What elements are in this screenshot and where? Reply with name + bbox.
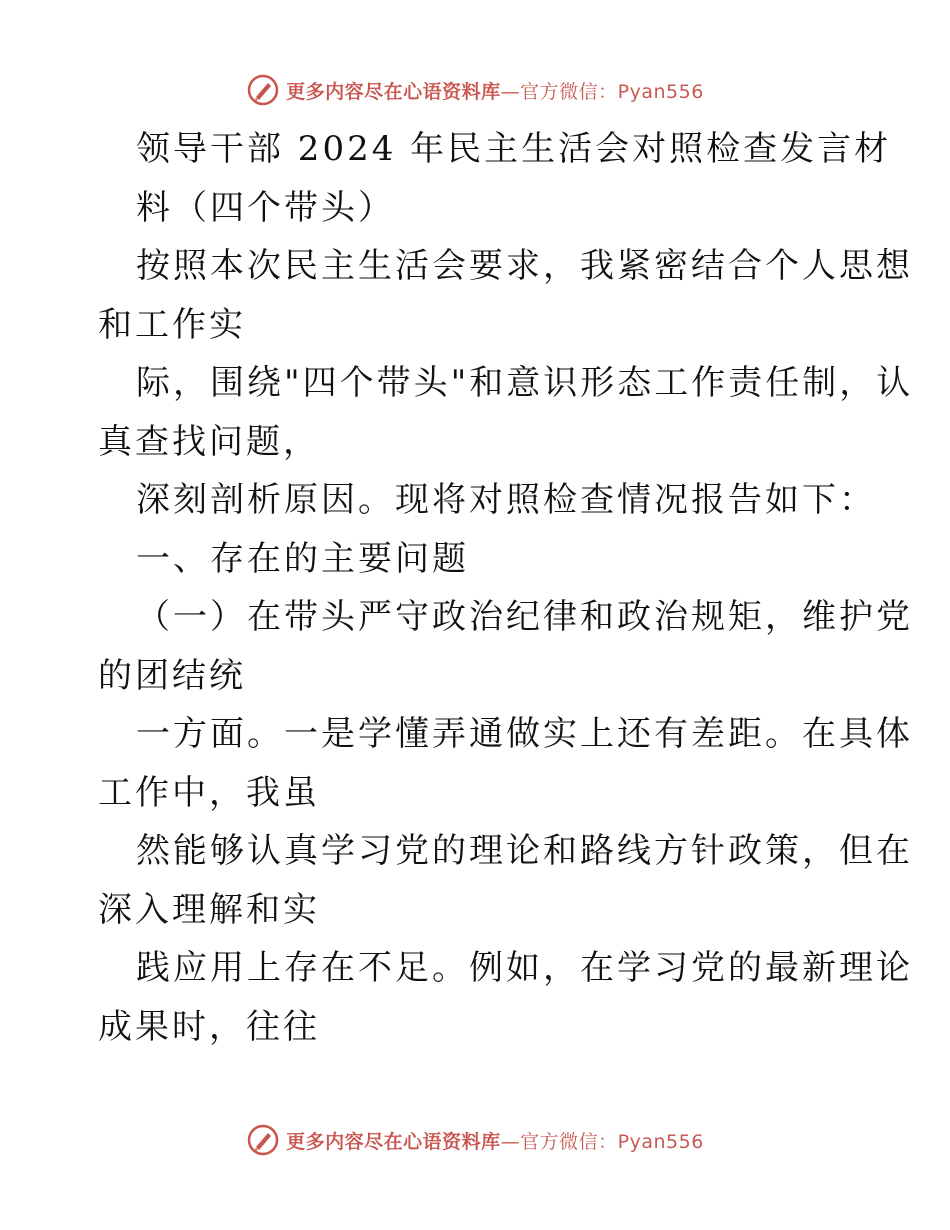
watermark-brand: 更多内容尽在心语资料库 [286, 1130, 501, 1153]
text-line: 的团结统 [98, 655, 246, 696]
watermark-header [0, 70, 950, 110]
text-line: 和工作实 [98, 304, 246, 345]
text-line: 料（四个带头） [136, 187, 395, 228]
text-line: 深入理解和实 [98, 889, 320, 930]
text-line: 领导干部 2024 年民主生活会对照检查发言材 [136, 129, 892, 169]
watermark-separator: — [500, 1130, 521, 1153]
text-line: 工作中，我虽 [98, 772, 320, 813]
watermark-separator: — [500, 80, 521, 103]
section-heading: 一、存在的主要问题 [136, 538, 469, 579]
document-body [98, 120, 914, 1056]
text-line: （一）在带头严守政治纪律和政治规矩，维护党 [136, 597, 913, 637]
watermark-text [286, 77, 704, 104]
pen-logo-icon [246, 1123, 280, 1157]
watermark-contact: 官方微信：Pyan556 [520, 80, 704, 103]
text-line: 按照本次民主生活会要求，我紧密结合个人思想 [136, 246, 913, 286]
text-line: 真查找问题， [98, 421, 320, 462]
watermark-contact: 官方微信：Pyan556 [520, 1130, 704, 1153]
text-line: 一方面。一是学懂弄通做实上还有差距。在具体 [136, 714, 913, 754]
text-line: 成果时，往往 [98, 1006, 320, 1047]
pen-logo-icon [246, 73, 280, 107]
watermark-text [286, 1127, 704, 1154]
text-line: 深刻剖析原因。现将对照检查情况报告如下： [136, 480, 876, 520]
watermark-brand: 更多内容尽在心语资料库 [286, 80, 501, 103]
watermark-footer [0, 1120, 950, 1160]
text-line: 际，围绕"四个带头"和意识形态工作责任制，认 [136, 363, 914, 403]
text-line: 然能够认真学习党的理论和路线方针政策，但在 [136, 831, 913, 871]
text-line: 践应用上存在不足。例如，在学习党的最新理论 [136, 948, 913, 988]
